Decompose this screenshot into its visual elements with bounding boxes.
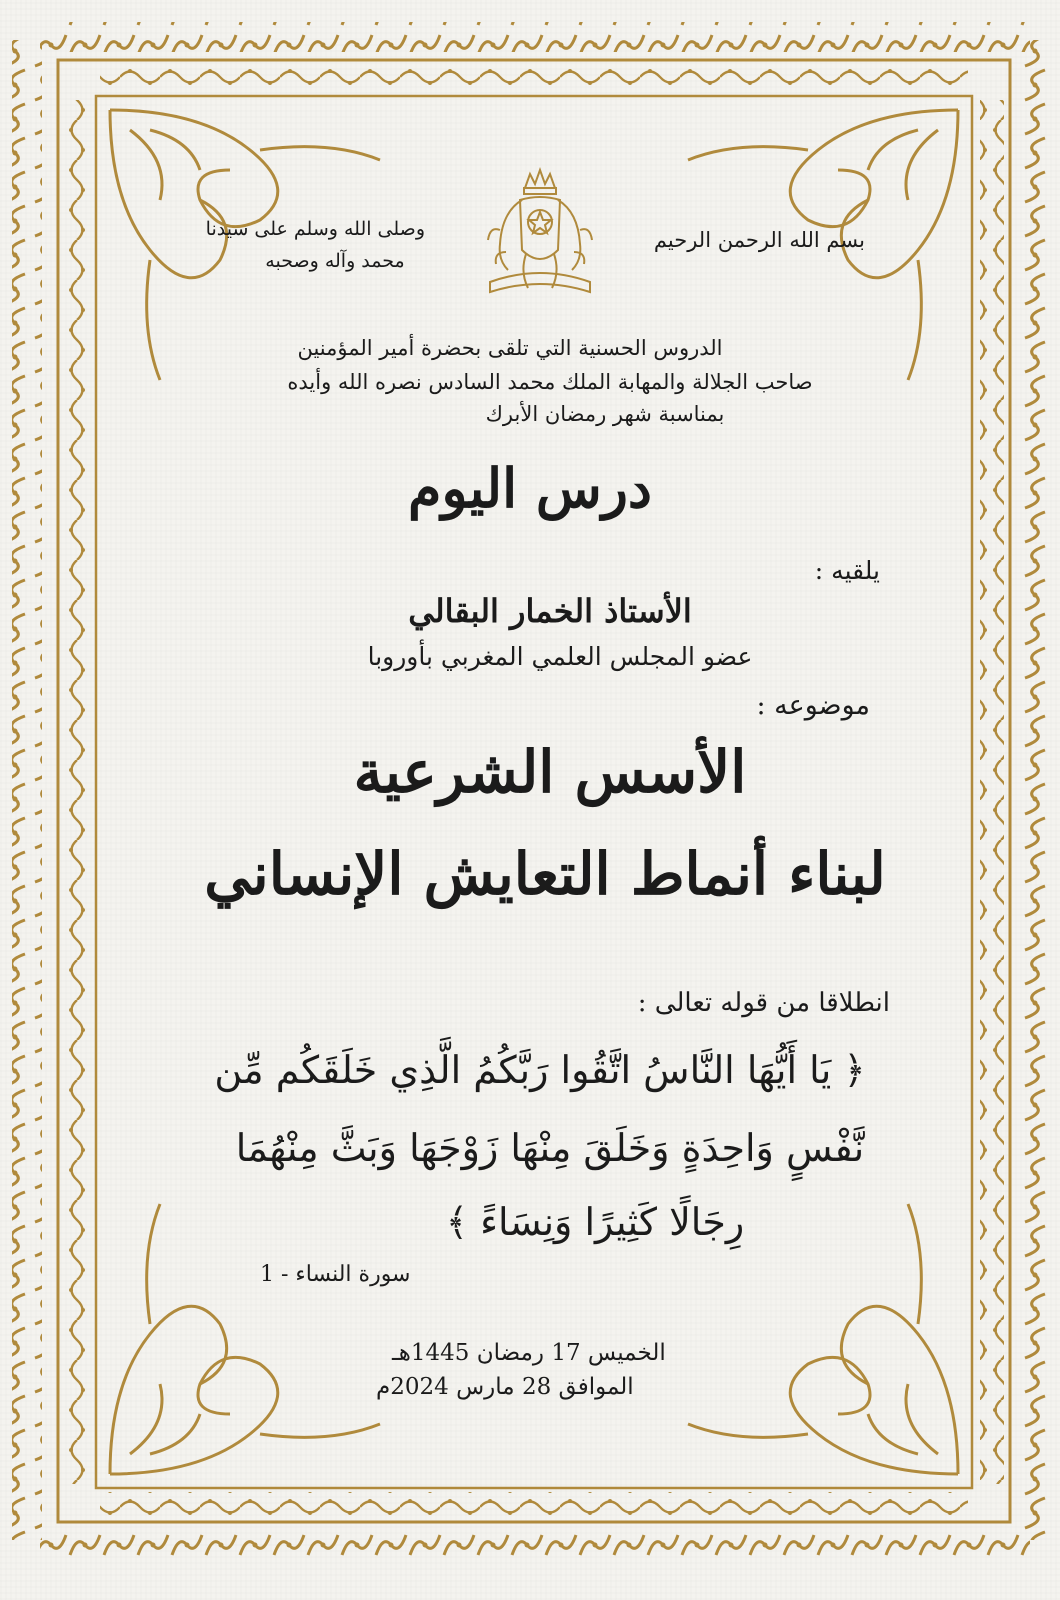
- lecturer-name: الأستاذ الخمار البقالي: [408, 592, 692, 630]
- lesson-title: درس اليوم: [408, 456, 652, 520]
- date-hijri: الخميس 17 رمضان 1445هـ: [392, 1340, 666, 1366]
- date-gregorian: الموافق 28 مارس 2024م: [376, 1374, 634, 1400]
- royal-coat-of-arms-icon: [470, 160, 610, 310]
- verse-line-2: نَّفْسٍ وَاحِدَةٍ وَخَلَقَ مِنْهَا زَوْجَهَا وَبَثَّ مِنْهُمَا: [235, 1126, 865, 1170]
- topic-title-line-1: الأسس الشرعية: [353, 738, 747, 806]
- lecturer-label: يلقيه :: [814, 556, 880, 585]
- salat-line-2: محمد وآله وصحبه: [265, 250, 405, 272]
- lecturer-role: عضو المجلس العلمي المغربي بأوروبا: [367, 642, 753, 671]
- intro-line-3: بمناسبة شهر رمضان الأبرك: [485, 402, 725, 426]
- verse-line-3: رِجَالًا كَثِيرًا وَنِسَاءً ﴾: [445, 1200, 745, 1244]
- topic-label: موضوعه :: [756, 690, 870, 721]
- surah-reference: سورة النساء - 1: [260, 1262, 411, 1287]
- basmala: بسم الله الرحمن الرحيم: [653, 228, 865, 252]
- verse-line-1: ﴿ يَا أَيُّهَا النَّاسُ اتَّقُوا رَبَّكُمُ الَّذِي خَلَقَكُم مِّن: [214, 1048, 866, 1092]
- intro-line-2: صاحب الجلالة والمهابة الملك محمد السادس نصره الله وأيده: [287, 370, 813, 394]
- salat-line-1: وصلى الله وسلم على سيدنا: [205, 218, 425, 240]
- quote-intro: انطلاقا من قوله تعالى :: [637, 988, 890, 1018]
- intro-line-1: الدروس الحسنية التي تلقى بحضرة أمير المؤمنين: [297, 336, 723, 360]
- topic-title-line-2: لبناء أنماط التعايش الإنساني: [204, 840, 886, 908]
